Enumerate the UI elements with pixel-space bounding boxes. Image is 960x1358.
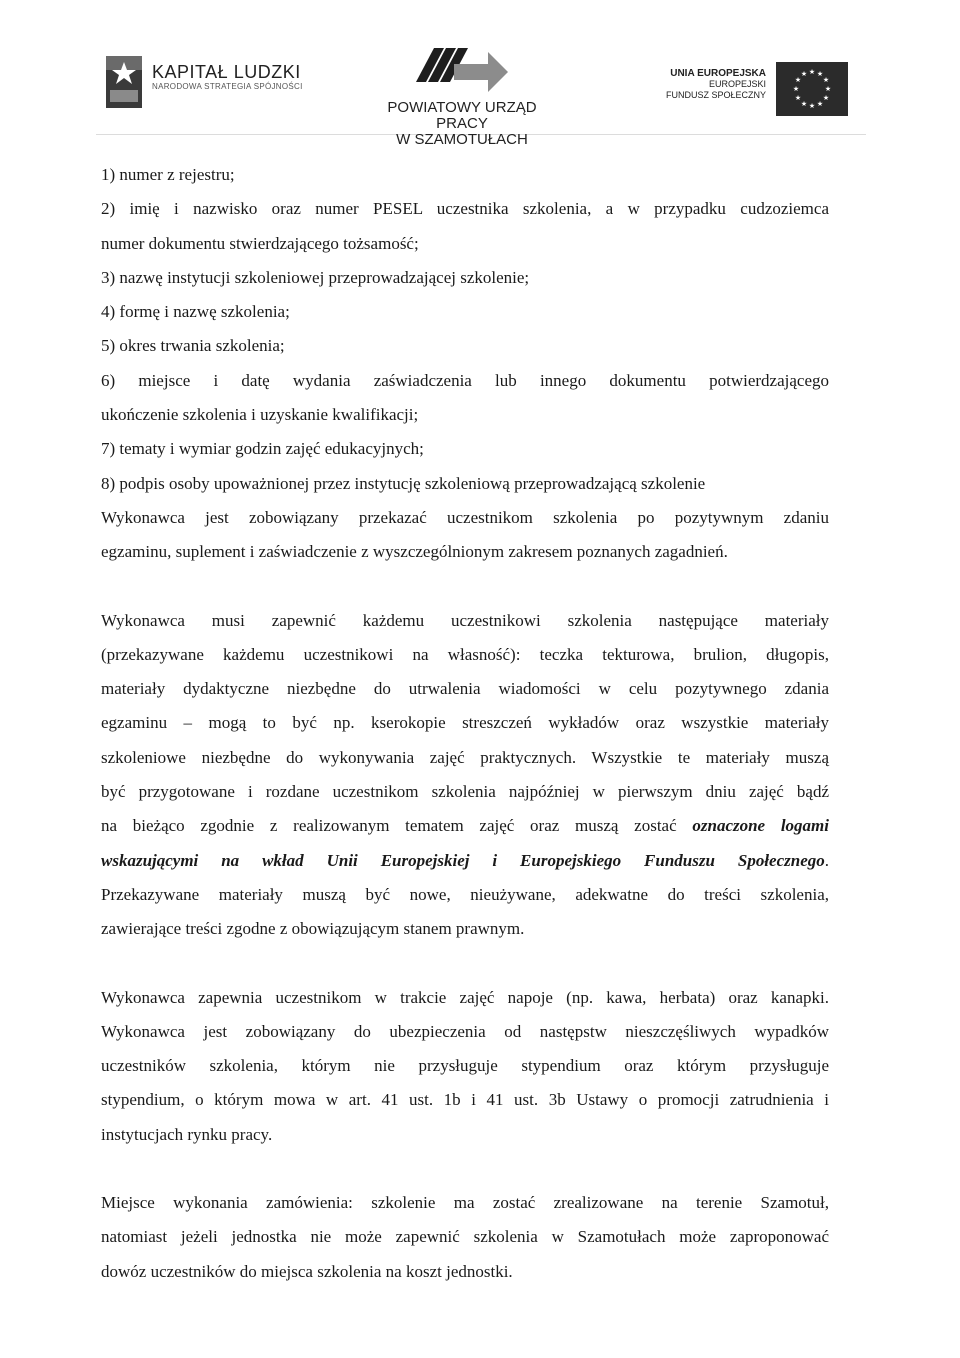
eu-text-line1: UNIA EUROPEJSKA [670,68,766,79]
paragraph-location [101,1186,829,1289]
svg-text:★: ★ [816,70,824,78]
office-name-line1: POWIATOWY URZĄD PRACY [387,99,537,132]
paragraph-supplement [101,501,829,570]
list-item: 3) nazwę instytucji szkoleniowej przeprowadzającej szkolenie; [101,267,530,287]
paragraph-line: natomiast jeżeli jednostka nie może zapewnić szkolenia w Szamotułach może zaproponować [101,1227,829,1247]
emphasis-text: oznaczone logami [692,816,829,836]
paragraph-line [101,809,829,843]
list-item: 1) numer z rejestru; [101,165,235,184]
paragraph-text: . [824,850,829,870]
kapital-ludzki-text [152,62,303,92]
paragraph-line: Wykonawca zapewnia uczestnikom w trakcie zajęć napoje (np. kawa, herbata) oraz kanapki. [101,987,829,1007]
svg-text:★: ★ [816,100,824,108]
paragraph-text: na bieżąco zgodnie z realizowanym tematem zajęć oraz muszą zostać [101,816,693,836]
svg-text:★: ★ [794,94,802,102]
svg-text:★: ★ [822,94,830,102]
paragraph-line: Wykonawca musi zapewnić każdemu uczestnikowi szkolenia następujące materiały [101,610,829,630]
list-item: numer dokumentu stwierdzającego tożsamość; [101,233,419,253]
kapital-ludzki-title: KAPITAŁ LUDZKI [152,62,301,82]
paragraph-line: Wykonawca jest zobowiązany do ubezpieczenia od następstw nieszczęśliwych wypadków [101,1021,829,1041]
svg-text:★: ★ [800,70,808,78]
paragraph-line: egzaminu – mogą to być np. kserokopie streszczeń wykładów oraz wszystkie materiały [101,713,829,733]
eu-text [656,68,766,101]
kapital-ludzki-subtitle: NARODOWA STRATEGIA SPÓJNOŚCI [152,82,303,91]
eu-text-line3: FUNDUSZ SPOŁECZNY [665,90,766,100]
list-item: ukończenie szkolenia i uzyskanie kwalifikacji; [101,405,419,425]
eu-flag-icon [776,62,848,116]
svg-text:★: ★ [824,85,832,93]
paragraph-line: instytucjach rynku pracy. [101,1124,273,1144]
svg-text:★: ★ [808,102,816,110]
list-item: 6) miejsce i datę wydania zaświadczenia lub innego dokumentu potwierdzającego [101,370,829,390]
list-item: 7) tematy i wymiar godzin zajęć edukacyjnych; [101,439,424,459]
svg-text:★: ★ [800,100,808,108]
list-item: 5) okres trwania szkolenia; [101,336,285,356]
paragraph-line: dowóz uczestników do miejsca szkolenia na koszt jednostki. [101,1261,513,1281]
paragraph-line: egzaminu, suplement i zaświadczenie z wyszczególnionym zakresem poznanych zagadnień. [101,542,728,562]
list-item: 4) formę i nazwę szkolenia; [101,302,290,322]
letterhead [96,42,866,148]
list-item: 8) podpis osoby upoważnionej przez instytucję szkoleniową przeprowadzającą szkolenie [101,473,706,493]
pup-arrow-logo [414,42,510,98]
svg-text:★: ★ [822,76,830,84]
svg-text:★: ★ [808,68,816,76]
office-name-line2: W SZAMOTUŁACH [396,131,528,148]
svg-text:★: ★ [792,85,800,93]
paragraph-line: szkoleniowe niezbędne do wykonywania zajęć praktycznych. Wszystkie te materiały muszą [101,747,829,767]
paragraph-line: (przekazywane każdemu uczestnikowi na własność): teczka tekturowa, brulion, długopis, [101,644,829,664]
svg-text:★: ★ [794,76,802,84]
paragraph-catering-insurance [101,981,829,1152]
paragraph-line: materiały dydaktyczne niezbędne do utrwalenia wiadomości w celu pozytywnego zdania [101,679,829,699]
paragraph-line: Przekazywane materiały muszą być nowe, nieużywane, adekwatne do treści szkolenia, [101,884,829,904]
paragraph-line: Wykonawca jest zobowiązany przekazać uczestnikom szkolenia po pozytywnym zdaniu [101,507,829,527]
paragraph-line: Miejsce wykonania zamówienia: szkolenie ma zostać zrealizowane na terenie Szamotuł, [101,1193,829,1213]
eu-text-line2: EUROPEJSKI [708,79,766,89]
paragraph-line: być przygotowane i rozdane uczestnikom szkolenia najpóźniej w pierwszym dniu zajęć bądź [101,782,829,802]
paragraph-materials [101,604,829,947]
office-name [362,100,562,148]
paragraph-line [101,844,829,878]
paragraph-line: stypendium, o którym mowa w art. 41 ust. 1b i 41 ust. 3b Ustawy o promocji zatrudnienia i [101,1090,829,1110]
list-item: 2) imię i nazwisko oraz numer PESEL uczestnika szkolenia, a w przypadku cudzoziemca [101,199,829,219]
paragraph-line: uczestników szkolenia, którym nie przysługuje stypendium oraz którym przysługuje [101,1056,829,1076]
document-body [101,158,829,1289]
paragraph-line: zawierające treści zgodne z obowiązującym stanem prawnym. [101,919,525,939]
kapital-ludzki-logo [106,56,142,108]
certificate-content-list [101,158,829,501]
emphasis-text: wskazującymi na wkład Unii Europejskiej i Europejskiego Funduszu Społecznego [101,850,825,870]
